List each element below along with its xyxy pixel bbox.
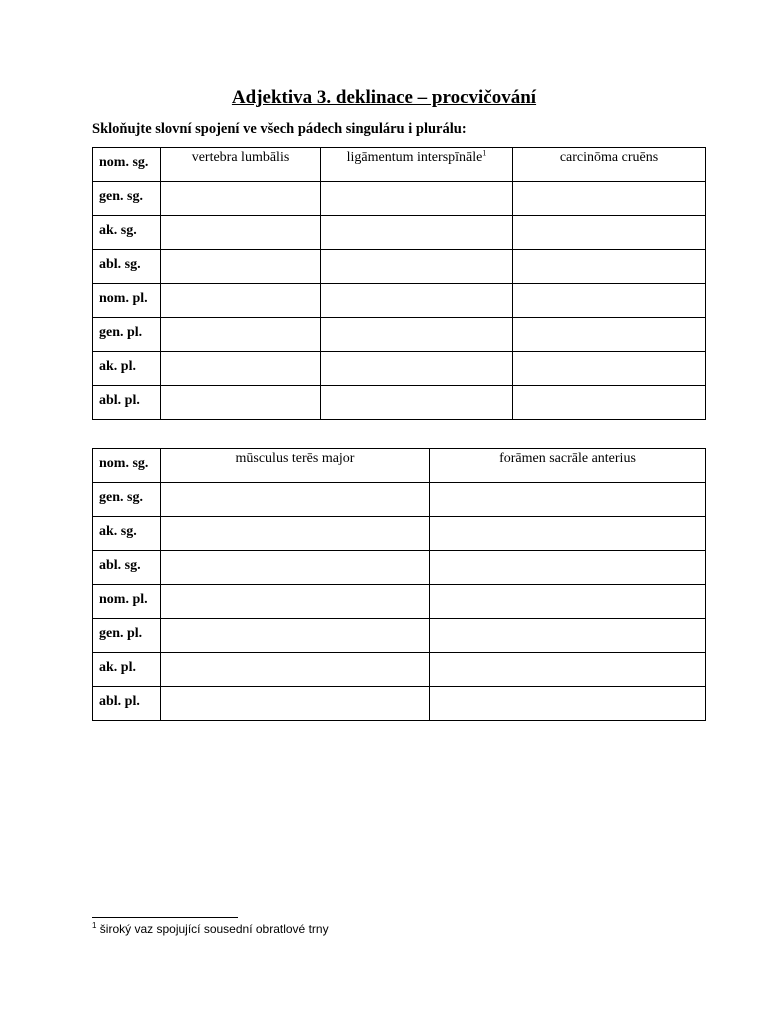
answer-cell[interactable] [513,318,706,352]
answer-cell[interactable] [161,250,321,284]
answer-cell[interactable] [161,687,430,721]
footnote-reference[interactable]: 1 [482,148,487,158]
table-row [93,653,706,687]
answer-cell[interactable] [513,386,706,420]
instruction-text: Skloňujte slovní spojení ve všech pádech singuláru i plurálu: [92,121,467,137]
answer-cell[interactable] [321,386,513,420]
phrase-header [321,148,513,182]
answer-cell[interactable] [161,318,321,352]
case-label: abl. sg. [93,551,161,585]
case-label: nom. sg. [93,449,161,483]
answer-cell[interactable] [161,182,321,216]
case-label: nom. sg. [93,148,161,182]
table-row [93,585,706,619]
table-row [93,250,706,284]
answer-cell[interactable] [430,517,706,551]
case-label: gen. pl. [93,619,161,653]
table-row [93,386,706,420]
table-row [93,352,706,386]
table-row [93,619,706,653]
answer-cell[interactable] [161,284,321,318]
phrase-header [161,148,321,182]
phrase-text: forāmen sacrāle anterius [499,451,636,466]
answer-cell[interactable] [321,352,513,386]
answer-cell[interactable] [161,386,321,420]
case-label: ak. sg. [93,216,161,250]
phrase-text: mūsculus terēs major [235,451,355,466]
table-header-row [93,148,706,182]
answer-cell[interactable] [161,551,430,585]
footnote [92,922,329,936]
footnote-mark: 1 [92,921,97,930]
table-row [93,483,706,517]
answer-cell[interactable] [513,352,706,386]
table-row [93,284,706,318]
phrase-header [430,449,706,483]
answer-cell[interactable] [430,687,706,721]
phrase-text: ligāmentum interspīnāle [346,150,483,165]
answer-cell[interactable] [513,216,706,250]
case-label: nom. pl. [93,585,161,619]
phrase-header [161,449,430,483]
answer-cell[interactable] [161,653,430,687]
answer-cell[interactable] [161,585,430,619]
case-label: ak. pl. [93,653,161,687]
answer-cell[interactable] [161,619,430,653]
answer-cell[interactable] [513,182,706,216]
answer-cell[interactable] [321,250,513,284]
phrase-text: carcinōma cruēns [559,150,659,165]
case-label: abl. pl. [93,386,161,420]
answer-cell[interactable] [321,318,513,352]
declension-table-1 [92,147,706,420]
answer-cell[interactable] [161,483,430,517]
case-label: gen. pl. [93,318,161,352]
answer-cell[interactable] [161,216,321,250]
case-label: abl. sg. [93,250,161,284]
answer-cell[interactable] [513,284,706,318]
table-row [93,318,706,352]
table-row [93,182,706,216]
table-row [93,687,706,721]
case-label: gen. sg. [93,483,161,517]
case-label: abl. pl. [93,687,161,721]
answer-cell[interactable] [321,284,513,318]
answer-cell[interactable] [430,483,706,517]
answer-cell[interactable] [161,517,430,551]
table-header-row [93,449,706,483]
answer-cell[interactable] [513,250,706,284]
page-title: Adjektiva 3. deklinace – procvičování [231,87,537,108]
footnote-text: široký vaz spojující sousední obratlové trny [99,922,329,936]
answer-cell[interactable] [161,352,321,386]
phrase-header [513,148,706,182]
answer-cell[interactable] [321,182,513,216]
case-label: ak. sg. [93,517,161,551]
case-label: gen. sg. [93,182,161,216]
answer-cell[interactable] [321,216,513,250]
case-label: ak. pl. [93,352,161,386]
answer-cell[interactable] [430,551,706,585]
footnote-separator [92,917,238,918]
table-row [93,216,706,250]
phrase-text: vertebra lumbālis [191,150,290,165]
answer-cell[interactable] [430,619,706,653]
table-row [93,517,706,551]
answer-cell[interactable] [430,653,706,687]
answer-cell[interactable] [430,585,706,619]
case-label: nom. pl. [93,284,161,318]
declension-table-2 [92,448,706,721]
table-row [93,551,706,585]
